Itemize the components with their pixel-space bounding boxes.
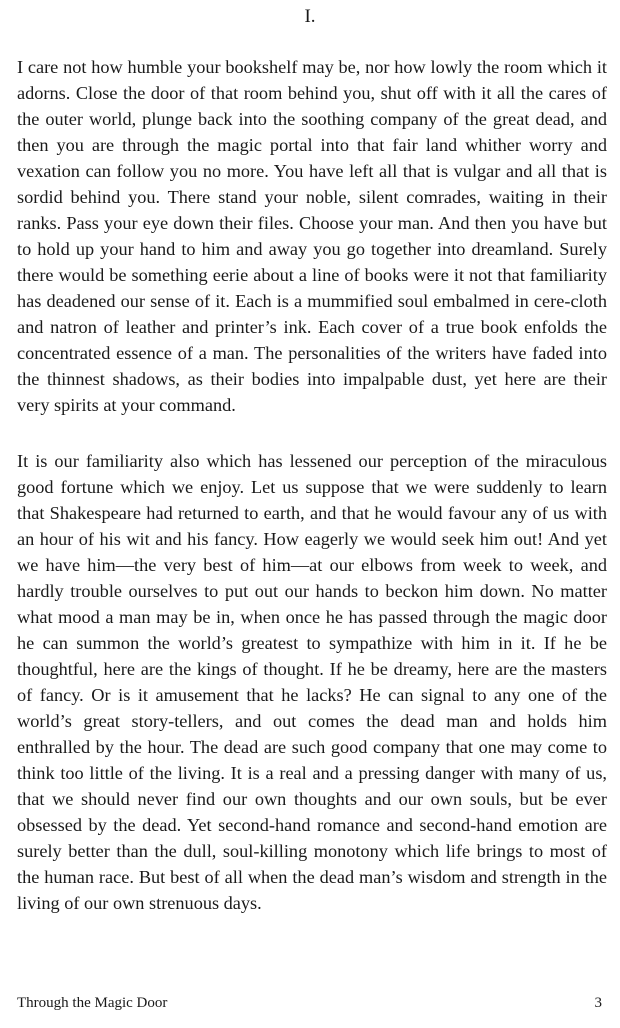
page-number: 3 — [594, 995, 602, 1011]
chapter-heading: I. — [304, 6, 316, 27]
paragraph: I care not how humble your bookshelf may be, nor how lowly the room which it adorns. Close the door of that room behind you, shut off with it all the cares of the outer world, plunge back into the soothing company of the great dead, and then you are through the magic portal into that fair land whither worry and vexation can follow you no more. You have left all that is vulgar and all that is sordid behind you. There stand your noble, silent comrades, waiting in their ranks. Pass your eye down their files. Choose your man. And then you have but to hold up your hand to him and away you go together into dreamland. Surely there would be something eerie about a line of books were it not that familiarity has deadened our sense of it. Each is a mummified soul embalmed in cere-cloth and natron of leather and printer’s ink. Each cover of a true book enfolds the concentrated essence of a man. The personalities of the writers have faded into the thinnest shadows, as their bodies into impalpable dust, yet here are their very spirits at your command. — [17, 57, 607, 415]
running-footer-title: Through the Magic Door — [17, 995, 168, 1011]
paragraph: It is our familiarity also which has lessened our perception of the miraculous good fortune which we enjoy. Let us suppose that we were suddenly to learn that Shakespeare had returned to earth, and that he would favour any of us with an hour of his wit and his fancy. How eagerly we would seek him out! And yet we have him—the very best of him—at our elbows from week to week, and hardly trouble ourselves to put out our hands to beckon him down. No matter what mood a man may be in, when once he has passed through the magic door he can summon the world’s greatest to sympathize with him in it. If he be thoughtful, here are the kings of thought. If he be dreamy, here are the masters of fancy. Or is it amusement that he lacks? He can signal to any one of the world’s great story-tellers, and out comes the dead man and holds him enthralled by the hour. The dead are such good company that one may come to think too little of the living. It is a real and a pressing danger with many of us, that we should never find our own thoughts and our own souls, but be ever obsessed by the dead. Yet second-hand romance and second-hand emotion are surely better than the dull, soul-killing monotony which life brings to most of the human race. But best of all when the dead man’s wisdom and strength in the living of our own strenuous days. — [17, 451, 607, 913]
